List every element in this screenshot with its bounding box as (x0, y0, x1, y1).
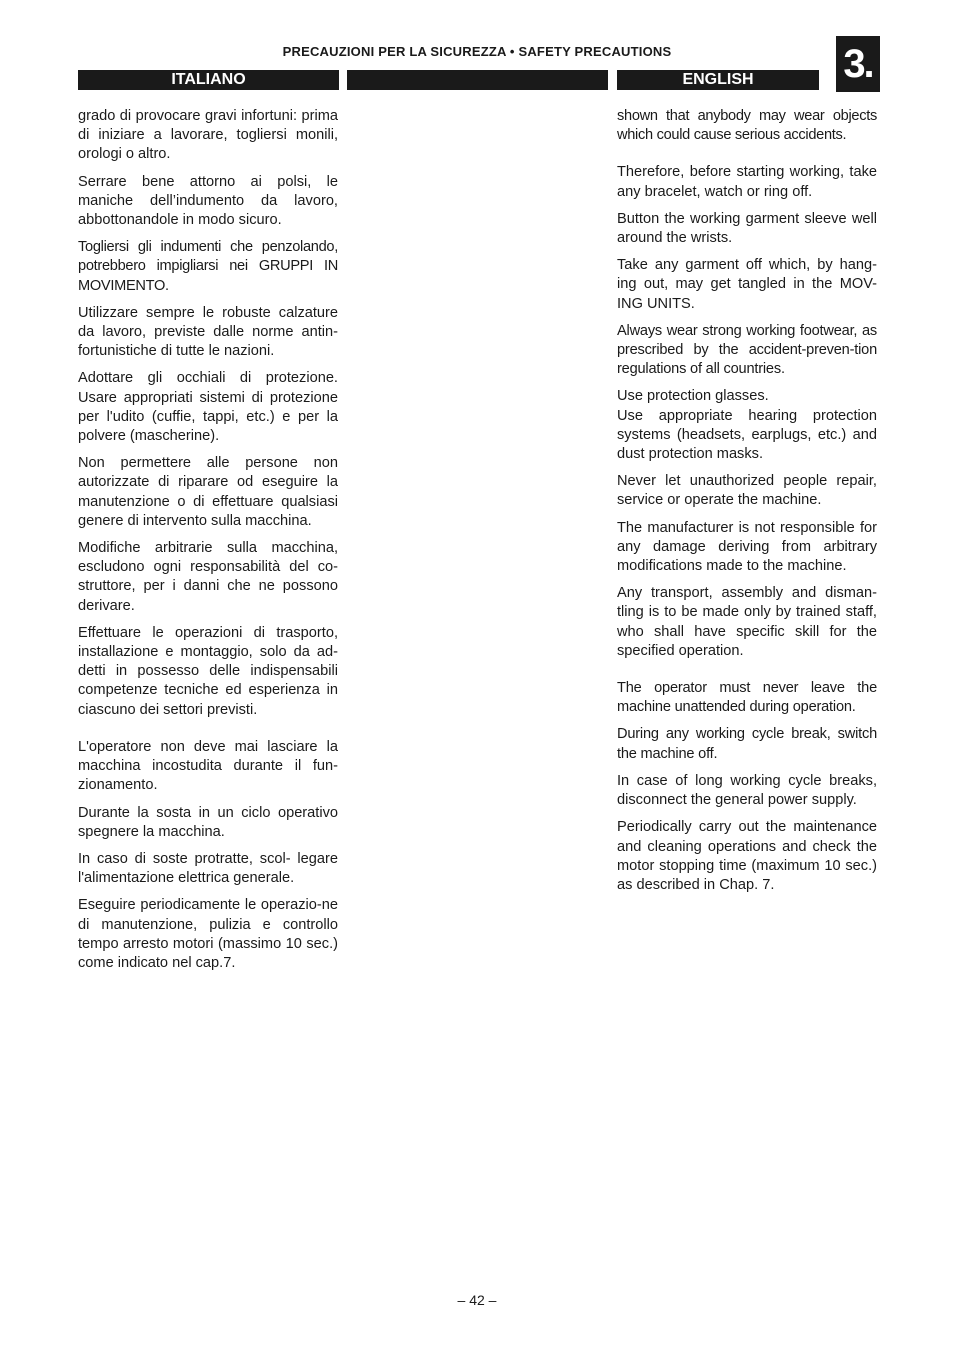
paragraph: Button the working garment sleeve well around the wrists. (617, 210, 877, 247)
paragraph: Non permettere alle persone non autorizzate di riparare od eseguire la manutenzione o di effettuare qualsiasi genere di intervento sulla macchina. (78, 455, 338, 529)
english-text-column (617, 107, 877, 903)
paragraph: In case of long working cycle breaks, disconnect the general power supply. (617, 772, 877, 809)
paragraph: Modifiche arbitrarie sulla macchina, escludono ogni responsabilità del co-struttore, per i danni che ne possono derivare. (78, 540, 338, 614)
paragraph: grado di provocare gravi infortuni: prima di iniziare a lavorare, togliersi monili, orologi o altro. (78, 108, 338, 163)
middle-column-header-bar (347, 70, 608, 90)
paragraph: Adottare gli occhiali di protezione. Usare appropriati sistemi di protezione per l'udito (cuffie, tappi, etc.) e per la polvere (mascherine). (78, 370, 338, 445)
paragraph: shown that anybody may wear objects which could cause serious accidents. (617, 108, 877, 144)
paragraph: Never let unauthorized people repair, service or operate the machine. (617, 473, 877, 509)
paragraph: Use protection glasses. (617, 388, 769, 405)
italian-text-column (78, 107, 338, 981)
paragraph: The operator must never leave the machine unattended during operation. (617, 680, 877, 716)
paragraph: Togliersi gli indumenti che penzolando, potrebbero impigliarsi nei GRUPPI IN MOVIMENTO. (78, 239, 338, 294)
page-header-title: PRECAUZIONI PER LA SICUREZZA • SAFETY PRECAUTIONS (282, 44, 672, 59)
paragraph: In caso di soste protratte, scol- legare l'alimentazione elettrica generale. (78, 850, 338, 887)
chapter-number-tab: 3. (836, 36, 880, 92)
paragraph: Effettuare le operazioni di trasporto, installazione e montaggio, solo da ad-detti in possesso delle indispensabili competenze tecniche ed esperienza in ciascuno dei settori previsti. (78, 624, 338, 718)
paragraph: Durante la sosta in un ciclo operativo spegnere la macchina. (78, 804, 338, 840)
paragraph: Always wear strong working footwear, as prescribed by the accident-preven-tion regulations of all countries. (617, 322, 877, 378)
english-column-header: ENGLISH (617, 70, 819, 90)
paragraph: Utilizzare sempre le robuste calzature da lavoro, previste dalle norme antin-fortunistiche di tutte le nazioni. (78, 304, 338, 360)
paragraph: Eseguire periodicamente le operazio-ne di manutenzione, pulizia e controllo tempo arresto motori (massimo 10 sec.) come indicato nel cap.7. (78, 897, 338, 971)
paragraph: The manufacturer is not responsible for any damage deriving from arbitrary modifications made to the machine. (617, 519, 877, 575)
italian-column-header: ITALIANO (78, 70, 339, 90)
paragraph: Therefore, before starting working, take any bracelet, watch or ring off. (617, 164, 877, 200)
page-number: – 42 – (457, 1292, 497, 1308)
paragraph: During any working cycle break, switch the machine off. (617, 726, 877, 762)
paragraph: Serrare bene attorno ai polsi, le maniche dell’indumento da lavoro, abbottonandole in modo sicuro. (78, 173, 338, 229)
paragraph: Take any garment off which, by hang-ing out, may get tangled in the MOV-ING UNITS. (617, 257, 877, 312)
paragraph: Periodically carry out the maintenance and cleaning operations and check the motor stopping time (maximum 10 sec.) as described in Chap. 7. (617, 819, 877, 893)
paragraph: Use appropriate hearing protection systems (headsets, earplugs, etc.) and dust protection masks. (617, 407, 877, 463)
paragraph: L'operatore non deve mai lasciare la macchina incostudita durante il fun-zionamento. (78, 738, 338, 794)
paragraph: Any transport, assembly and disman-tling is to be made only by trained staff, who shall have specific skill for the specified operation. (617, 585, 877, 659)
